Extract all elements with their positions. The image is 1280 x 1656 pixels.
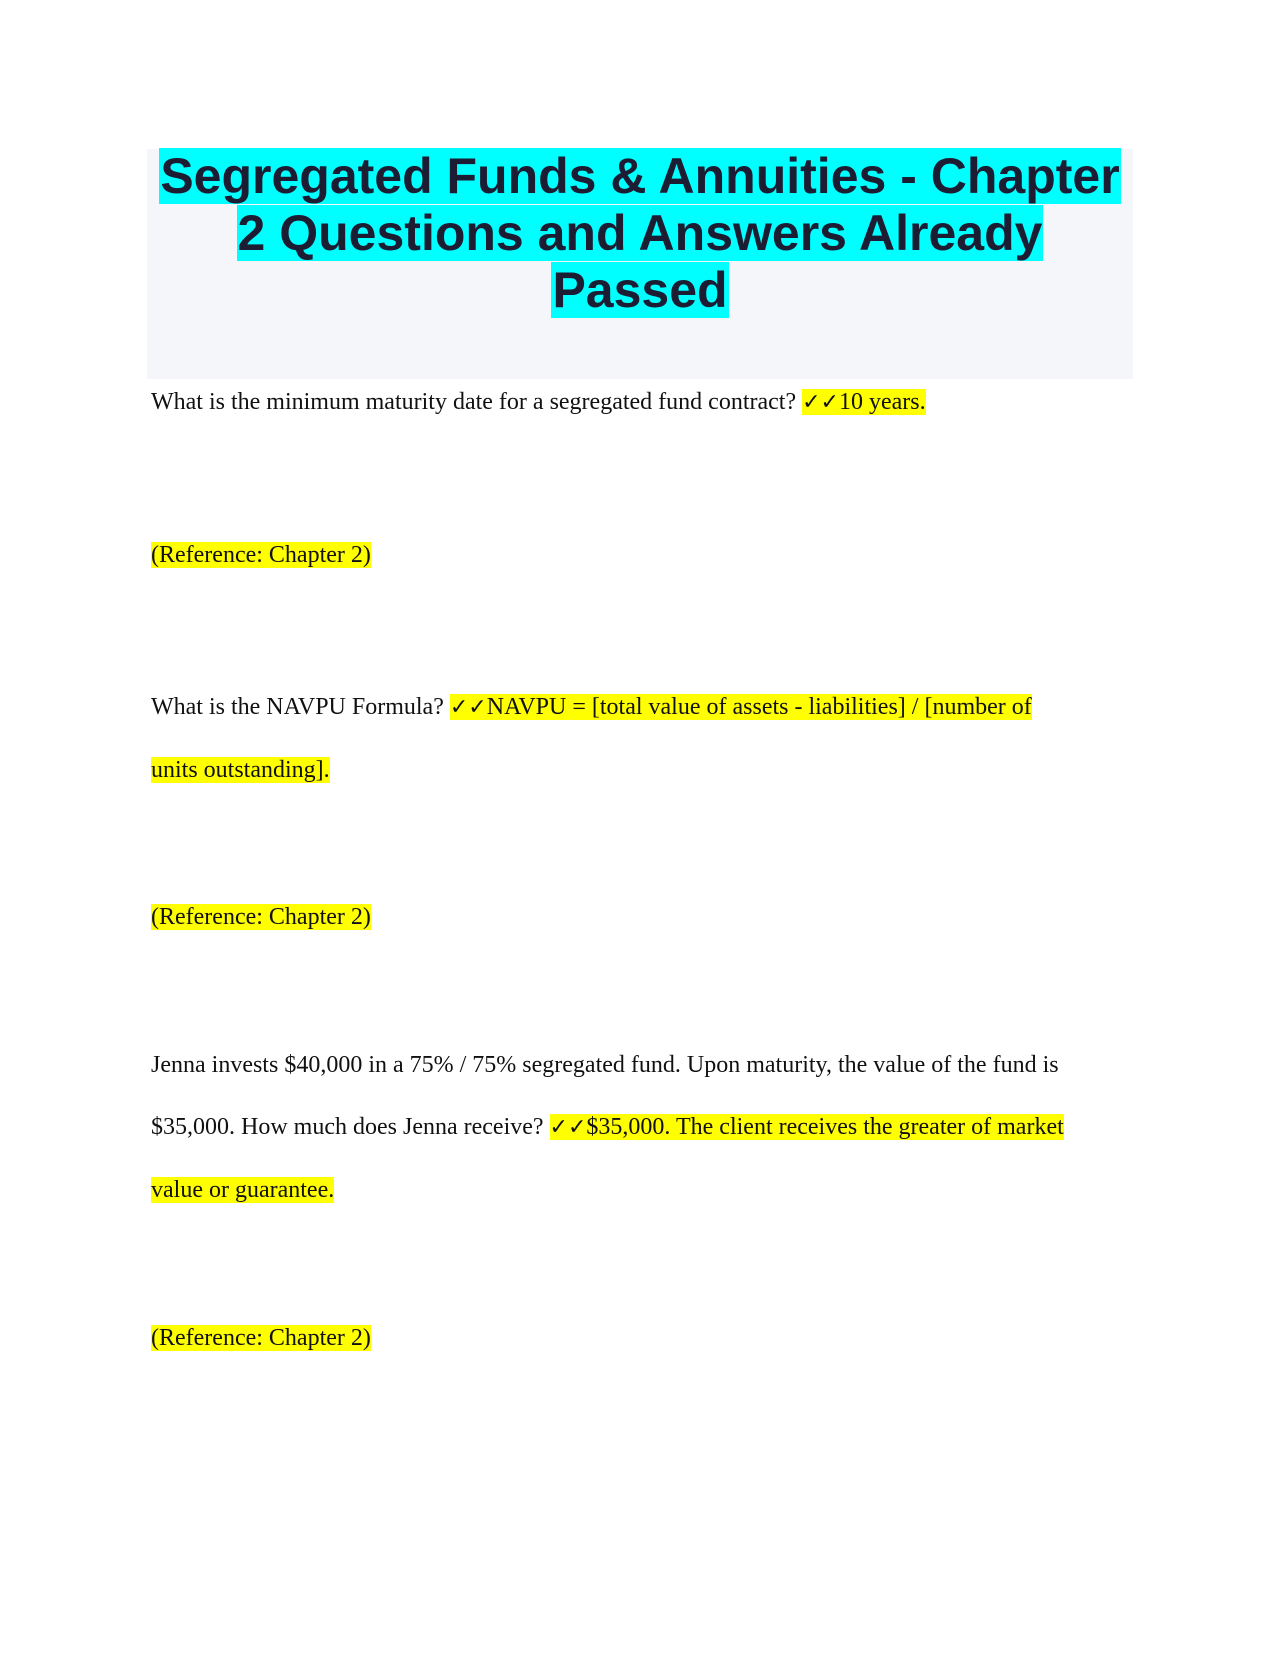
qa-2-reference-text: (Reference: Chapter 2) [151,904,371,930]
checkmark-icon: ✓✓ [449,695,487,720]
qa-1-question: What is the minimum maturity date for a segregated fund contract? [151,389,803,415]
qa-2-question: What is the NAVPU Formula? [151,694,450,720]
qa-2-answer-highlight [450,694,1032,720]
title-line [147,262,1133,319]
title-line [147,148,1133,205]
qa-2-reference [151,886,1131,948]
qa-1-reference-text: (Reference: Chapter 2) [151,542,371,568]
qa-3-question-line-2: $35,000. How much does Jenna receive? [151,1114,550,1140]
document-title [147,148,1133,319]
qa-1-answer-highlight [802,389,926,415]
qa-3-question-line-1: Jenna invests $40,000 in a 75% / 75% segregated fund. Upon maturity, the value of the fund is [151,1052,1059,1078]
qa-1-answer: 10 years. [838,389,926,415]
qa-2-answer-line-2: units outstanding]. [151,757,330,783]
title-line [147,205,1133,262]
qa-3-reference [151,1307,1131,1369]
title-line-2: 2 Questions and Answers Already [237,205,1043,261]
qa-1-text [151,371,1131,434]
checkmark-icon: ✓✓ [549,1115,587,1140]
qa-3-reference-text: (Reference: Chapter 2) [151,1325,371,1351]
qa-3-answer-highlight [550,1114,1064,1140]
qa-2-answer-line-1: NAVPU = [total value of assets - liabilities] / [number of [486,694,1032,720]
title-line-1: Segregated Funds & Annuities - Chapter [160,148,1120,204]
qa-1-reference [151,524,1131,586]
qa-2-text [151,676,1131,801]
qa-3-answer-line-2: value or guarantee. [151,1177,335,1203]
qa-3-text [151,1034,1131,1221]
title-line-3: Passed [552,262,728,318]
qa-3-answer-line-1: $35,000. The client receives the greater of market [586,1114,1064,1140]
checkmark-icon: ✓✓ [802,390,839,415]
